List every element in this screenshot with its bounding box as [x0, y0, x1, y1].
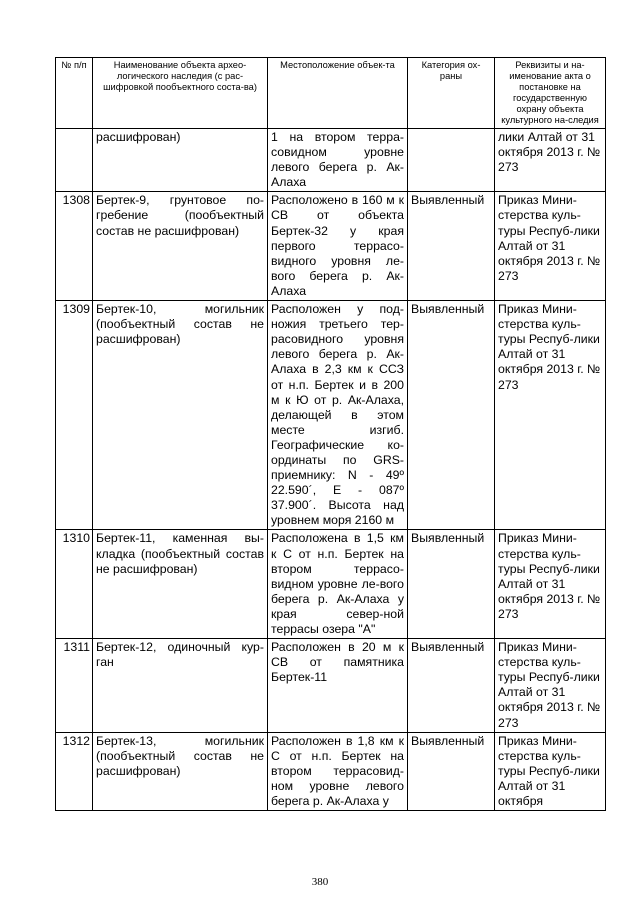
row-requisites: Приказ Мини-стерства куль-туры Респуб-лики Алтай от 31 октября 2013 г. № 273	[495, 530, 606, 639]
row-num: 1312	[56, 732, 93, 810]
row-category: Выявленный	[408, 732, 495, 810]
row-name: Бертек-12, одиночный кур-ган	[93, 639, 268, 733]
heritage-registry-table	[55, 57, 606, 811]
row-location: Расположен у под-ножия третьего тер-расовидного уровня левого берега р. Ак-Алаха в 2,3 км к ССЗ от н.п. Бертек и в 200 м к Ю от р. Ак-Алаха, делающей в этом месте изгиб. Географические ко-ординаты по GRS-приемнику: N - 49º 22.590´, E - 087º 37.900´. Высота над уровнем моря 2160 м	[268, 301, 408, 530]
row-num: 1311	[56, 639, 93, 733]
table-row	[56, 530, 606, 639]
table-row	[56, 301, 606, 530]
row-category: Выявленный	[408, 639, 495, 733]
row-location: Расположен в 1,8 км к С от н.п. Бертек на втором террасовид-ном уровне левого берега р. Ак-Алаха у	[268, 732, 408, 810]
row-category: Выявленный	[408, 192, 495, 301]
row-name: Бертек-9, грунтовое по-гребение (пообъектный состав не расшифрован)	[93, 192, 268, 301]
row-name: Бертек-13, могильник (пообъектный состав не расшифрован)	[93, 732, 268, 810]
row-requisites: Приказ Мини-стерства куль-туры Респуб-лики Алтай от 31 октября 2013 г. № 273	[495, 301, 606, 530]
page-number: 380	[311, 876, 329, 888]
row-category: Выявленный	[408, 530, 495, 639]
row-name: Бертек-11, каменная вы-кладка (пообъектный состав не расшифрован)	[93, 530, 268, 639]
continuation-location: 1 на втором терра-совидном уровне левого берега р. Ак-Алаха	[268, 129, 408, 192]
table-row	[56, 732, 606, 810]
continuation-row	[56, 129, 606, 192]
row-location: Расположена в 1,5 км к С от н.п. Бертек на втором террасо-видном уровне ле-вого берега р. Ак-Алаха у края север-ной террасы озера "А"	[268, 530, 408, 639]
row-location: Расположено в 160 м к СВ от объекта Бертек-32 у края первого террасо-видного уровня ле-вого берега р. Ак-Алаха	[268, 192, 408, 301]
header-row	[56, 58, 606, 129]
table-row	[56, 639, 606, 733]
row-num: 1308	[56, 192, 93, 301]
row-name: Бертек-10, могильник (пообъектный состав не расшифрован)	[93, 301, 268, 530]
table-row	[56, 192, 606, 301]
row-requisites: Приказ Мини-стерства куль-туры Респуб-лики Алтай от 31 октября 2013 г. № 273	[495, 639, 606, 733]
row-location: Расположен в 20 м к СВ от памятника Бертек-11	[268, 639, 408, 733]
continuation-category	[408, 129, 495, 192]
row-num: 1310	[56, 530, 93, 639]
continuation-name: расшифрован)	[93, 129, 268, 192]
row-num: 1309	[56, 301, 93, 530]
continuation-requisites: лики Алтай от 31 октября 2013 г. № 273	[495, 129, 606, 192]
row-category: Выявленный	[408, 301, 495, 530]
row-requisites: Приказ Мини-стерства куль-туры Респуб-лики Алтай от 31 октября 2013 г. № 273	[495, 192, 606, 301]
row-requisites: Приказ Мини-стерства куль-туры Респуб-лики Алтай от 31 октября	[495, 732, 606, 810]
header-name: Наименование объекта архео-логического наследия (с рас-шифровкой пообъектного соста-ва)	[93, 58, 268, 129]
header-location: Местоположение объек-та	[268, 58, 408, 129]
continuation-num	[56, 129, 93, 192]
header-category: Категория ох-раны	[408, 58, 495, 129]
header-requisites: Реквизиты и на-именование акта о постановке на государственную охрану объекта культурного на-следия	[495, 58, 606, 129]
header-num: № п/п	[56, 58, 93, 129]
